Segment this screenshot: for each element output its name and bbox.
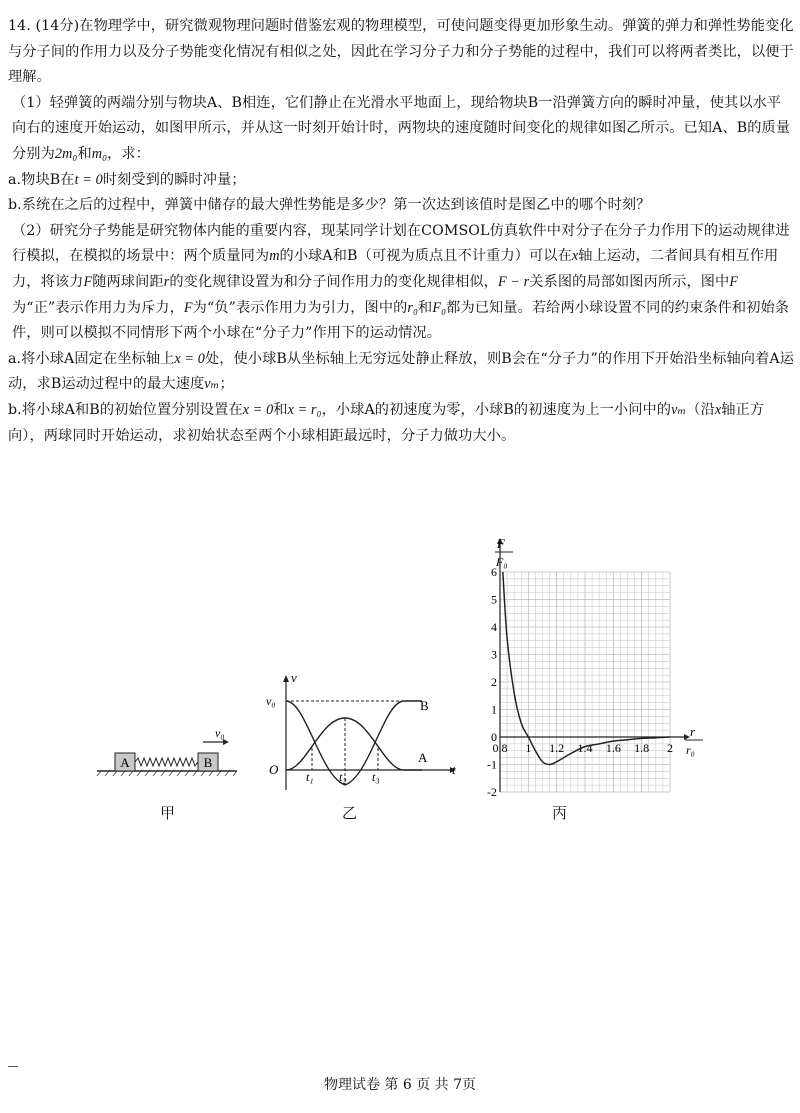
question-1a: a.物块B在t = 0时刻受到的瞬时冲量； (8, 171, 246, 188)
t2-label: t₂ (339, 770, 347, 784)
problem-intro: 14. (14分)在物理学中，研究微观物理问题时借鉴宏观的物理模型，可使问题变得更加形象生动。弹簧的弹力和弹性势能变化与分子间的作用力以及分子势能变化情况有相似之处，因此在学习分子力和分子势能的过程中，我们可以将两者类比，以便于理解。 (8, 18, 794, 86)
y-tick-label: 6 (491, 565, 497, 579)
v0-tick-label: v₀ (266, 694, 276, 708)
y-tick-label: 2 (491, 675, 497, 689)
part-2-stem: （2）研究分子势能是研究物体内能的重要内容，现某同学计划在COMSOL仿真软件中对分子在分子力作用下的运动规律进行模拟，在模拟的场景中：两个质量同为m的小球A和B（可视为质点且不计重力）可以在x轴上运动，二者间具有相互作用力，将该力F随两球间距r的变化规律设置为和分子间作用力的变化规律相似，F − r关系图的局部如图丙所示，图中F为“正”表示作用力为斥力，F为“负”表示作用力为引力，图中的r₀和F₀都为已知量。若给两小球设置不同的约束条件和初始条件，则可以模拟不同情形下两个小球在“分子力”作用下的运动情况。 (12, 222, 790, 342)
page-corner-mark (8, 1066, 18, 1067)
y-tick-label: 1 (491, 702, 497, 717)
y-label-numerator: F (497, 536, 505, 551)
t1-label: t₁ (306, 770, 314, 784)
question-1b: b.系统在之后的过程中，弹簧中储存的最大弹性势能是多少？第一次达到该值时是图乙中的哪个时刻？ (8, 197, 651, 214)
problem-text (8, 14, 794, 449)
y-tick-label: -2 (487, 785, 497, 799)
grid (500, 572, 670, 792)
x-tick-label: 1 (525, 741, 532, 755)
part-1-stem: （1）轻弹簧的两端分别与物块A、B相连，它们静止在光滑水平地面上，现给物块B一沿弹簧方向的瞬时冲量，使其以水平向右的速度开始运动，如图甲所示，并从这一时刻开始计时，两物块的速度随时间变化的规律如图乙所示。已知A、B的质量分别为2m₀和m₀，求： (12, 94, 791, 162)
caption-yi: 乙 (342, 804, 358, 822)
y-tick-labels (487, 565, 497, 799)
question-2b: b.将小球A和B的初始位置分别设置在x = 0和x = r₀，小球A的初速度为零，小球B的初速度为上一小问中的vₘ（沿x轴正方向），两球同时开始运动，求初始状态至两个小球相距最远时，分子力做功大小。 (8, 401, 765, 444)
figure-jia (95, 720, 245, 790)
x-label-denominator: r₀ (686, 743, 695, 757)
caption-bing: 丙 (552, 804, 568, 822)
x-tick-label: 1.4 (577, 741, 593, 755)
figure-bing (470, 530, 705, 800)
x-label-numerator: r (690, 724, 696, 739)
block-a-label: A (120, 755, 130, 770)
page-footer: 物理试卷 第 6 页 共 7页 (323, 1077, 477, 1093)
question-2a: a.将小球A固定在坐标轴上x = 0处，使小球B从坐标轴上无穷远处静止释放，则B会在“分子力”的作用下开始沿坐标轴向着A运动，求B运动过程中的最大速度vₘ； (8, 350, 794, 393)
y-tick-label: 0 (491, 730, 497, 744)
origin-label: O (269, 762, 279, 777)
x-tick-label: 1.2 (549, 741, 565, 755)
t-axis-label: t (452, 762, 456, 777)
x-tick-label: 1.8 (634, 741, 650, 755)
y-tick-label: -1 (487, 757, 497, 772)
curve-a-label: A (418, 750, 428, 765)
v-axis-label: v (291, 670, 297, 685)
x-tick-label: 1.6 (605, 741, 621, 755)
x-tick-label: 0.8 (492, 741, 508, 755)
x-tick-label: 2 (667, 741, 673, 755)
y-tick-label: 3 (491, 647, 497, 662)
curve-b-label: B (420, 698, 429, 713)
figure-yi (262, 668, 467, 798)
block-b-label: B (203, 755, 213, 770)
v-axis-arrow (283, 675, 289, 682)
t3-label: t₃ (372, 770, 380, 784)
v0-label: v₀ (215, 726, 225, 740)
y-tick-label: 4 (491, 620, 497, 634)
y-tick-label: 5 (491, 592, 497, 607)
y-label-denominator: F₀ (496, 555, 508, 569)
spring (135, 758, 198, 766)
caption-jia: 甲 (160, 804, 176, 822)
